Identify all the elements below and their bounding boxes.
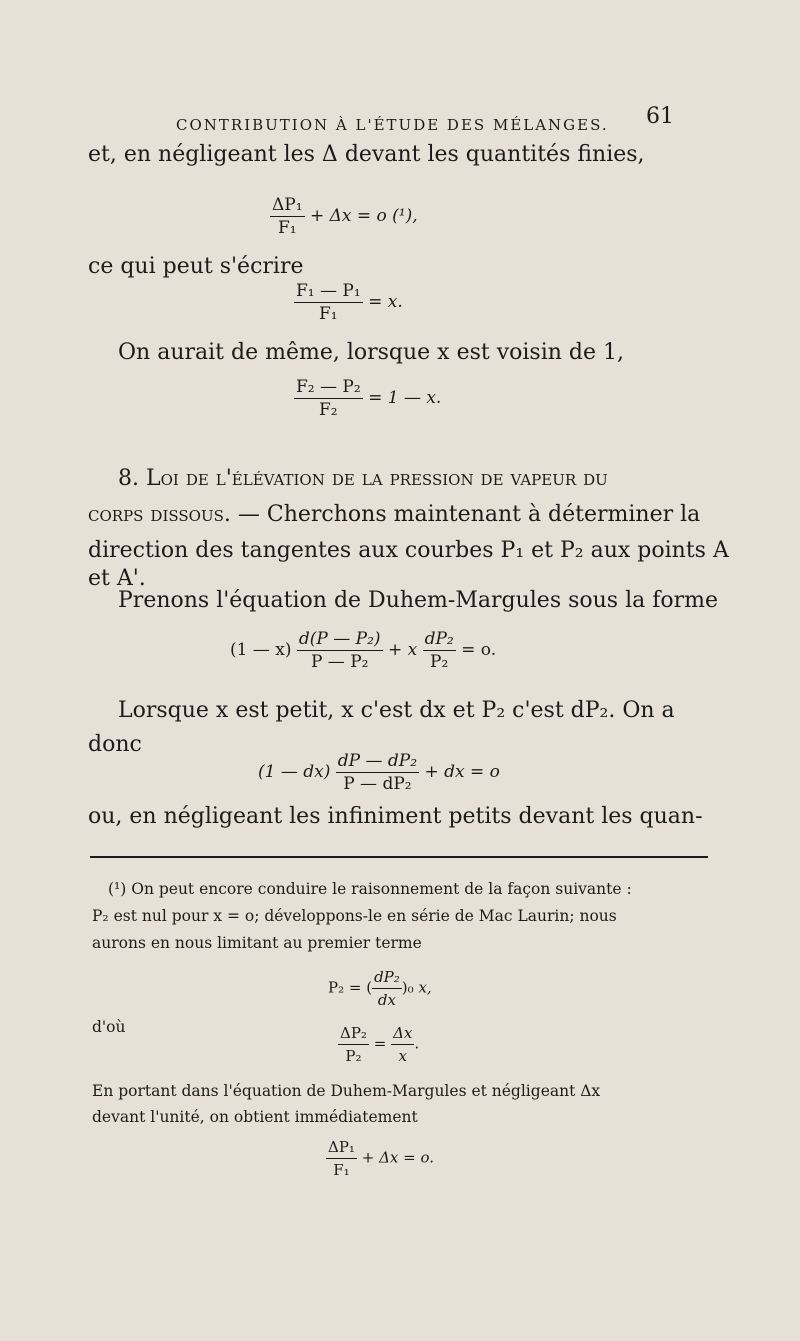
equation-2 — [294, 280, 403, 325]
eq-denominator: dx — [377, 991, 396, 1009]
section-heading — [118, 466, 608, 491]
equation-5 — [258, 750, 500, 795]
eq-numerator: F₂ — P₂ — [296, 377, 361, 397]
footnote-equation-1 — [328, 966, 432, 1011]
eq-denominator: P₂ — [430, 652, 449, 672]
body-line: ou, en négligeant les infiniment petits devant les quan- — [88, 804, 703, 829]
eq-rest: . — [414, 1034, 420, 1053]
section-title-cont: corps dissous. — [88, 502, 231, 527]
eq-numerator: dP₂ — [424, 629, 454, 649]
eq-numerator: ΔP₂ — [338, 1022, 369, 1045]
body-line: et A'. — [88, 566, 146, 591]
eq-subscript: )₀ — [401, 978, 414, 997]
section-line — [88, 502, 700, 527]
body-line: et, en négligeant les Δ devant les quantités finies, — [88, 142, 645, 167]
eq-rest: = x. — [368, 292, 403, 312]
eq-lead: P₂ = ( — [328, 978, 373, 997]
eq-numerator: dP — dP₂ — [337, 751, 418, 771]
footnote-line: En portant dans l'équation de Duhem-Margules et négligeant Δx — [92, 1082, 601, 1100]
section-text: — Cherchons maintenant à déterminer la — [237, 502, 701, 527]
body-line: donc — [88, 732, 142, 757]
eq-denominator: F₂ — [319, 400, 338, 420]
footnote-line: (¹) On peut encore conduire le raisonnement de la façon suivante : — [108, 880, 632, 898]
eq-numerator: d(P — P₂) — [298, 629, 381, 649]
footnote-line: aurons en nous limitant au premier terme — [92, 934, 422, 952]
eq-denominator: F₁ — [319, 304, 338, 324]
eq-mid: + x — [387, 640, 418, 660]
eq-numerator: ΔP₁ — [326, 1136, 357, 1159]
eq-denominator: F₁ — [277, 218, 297, 238]
eq-rest: + dx = o — [424, 762, 500, 782]
body-line: Prenons l'équation de Duhem-Margules sous la forme — [118, 588, 719, 613]
footnote-equation-2 — [338, 1022, 419, 1067]
body-line: Lorsque x est petit, x c'est dx et P₂ c'est dP₂. On a — [118, 698, 675, 723]
eq-rest: + Δx = o (¹), — [309, 206, 418, 226]
footnote-equation-3 — [326, 1136, 434, 1181]
footnote-separator — [90, 856, 708, 858]
eq-rest: = o. — [461, 640, 497, 660]
section-title: Loi de l'élévation de la pression de vapeur du — [146, 466, 608, 491]
eq-denominator: P — P₂ — [310, 652, 369, 672]
eq-numerator: Δx — [391, 1022, 414, 1045]
eq-rest: x, — [418, 978, 432, 997]
eq-lead: (1 — x) — [230, 640, 292, 660]
running-header: CONTRIBUTION À L'ÉTUDE DES MÉLANGES. — [176, 116, 609, 134]
section-number: 8. — [118, 466, 139, 491]
equation-1 — [270, 194, 418, 239]
body-line: ce qui peut s'écrire — [88, 254, 304, 279]
page-number: 61 — [646, 104, 674, 129]
equation-3 — [294, 376, 441, 421]
eq-denominator: P — dP₂ — [343, 774, 412, 794]
body-line: On aurait de même, lorsque x est voisin de 1, — [118, 340, 625, 365]
eq-lead: (1 — dx) — [258, 762, 331, 782]
eq-rest: = 1 — x. — [368, 388, 442, 408]
footnote-line: P₂ est nul pour x = o; développons-le en série de Mac Laurin; nous — [92, 907, 617, 925]
eq-denominator: F₁ — [333, 1161, 350, 1179]
footnote-line: d'où — [92, 1018, 126, 1036]
eq-numerator: ΔP₁ — [272, 195, 303, 215]
eq-rest: + Δx = o. — [361, 1148, 435, 1167]
eq-numerator: dP₂ — [372, 966, 402, 989]
eq-denominator: P₂ — [345, 1047, 362, 1065]
body-line: direction des tangentes aux courbes P₁ et P₂ aux points A — [88, 538, 729, 563]
eq-mid: = — [373, 1034, 387, 1053]
equation-4 — [230, 628, 496, 673]
eq-numerator: F₁ — P₁ — [296, 281, 361, 301]
eq-denominator: x — [398, 1047, 407, 1065]
footnote-line: devant l'unité, on obtient immédiatement — [92, 1108, 418, 1126]
